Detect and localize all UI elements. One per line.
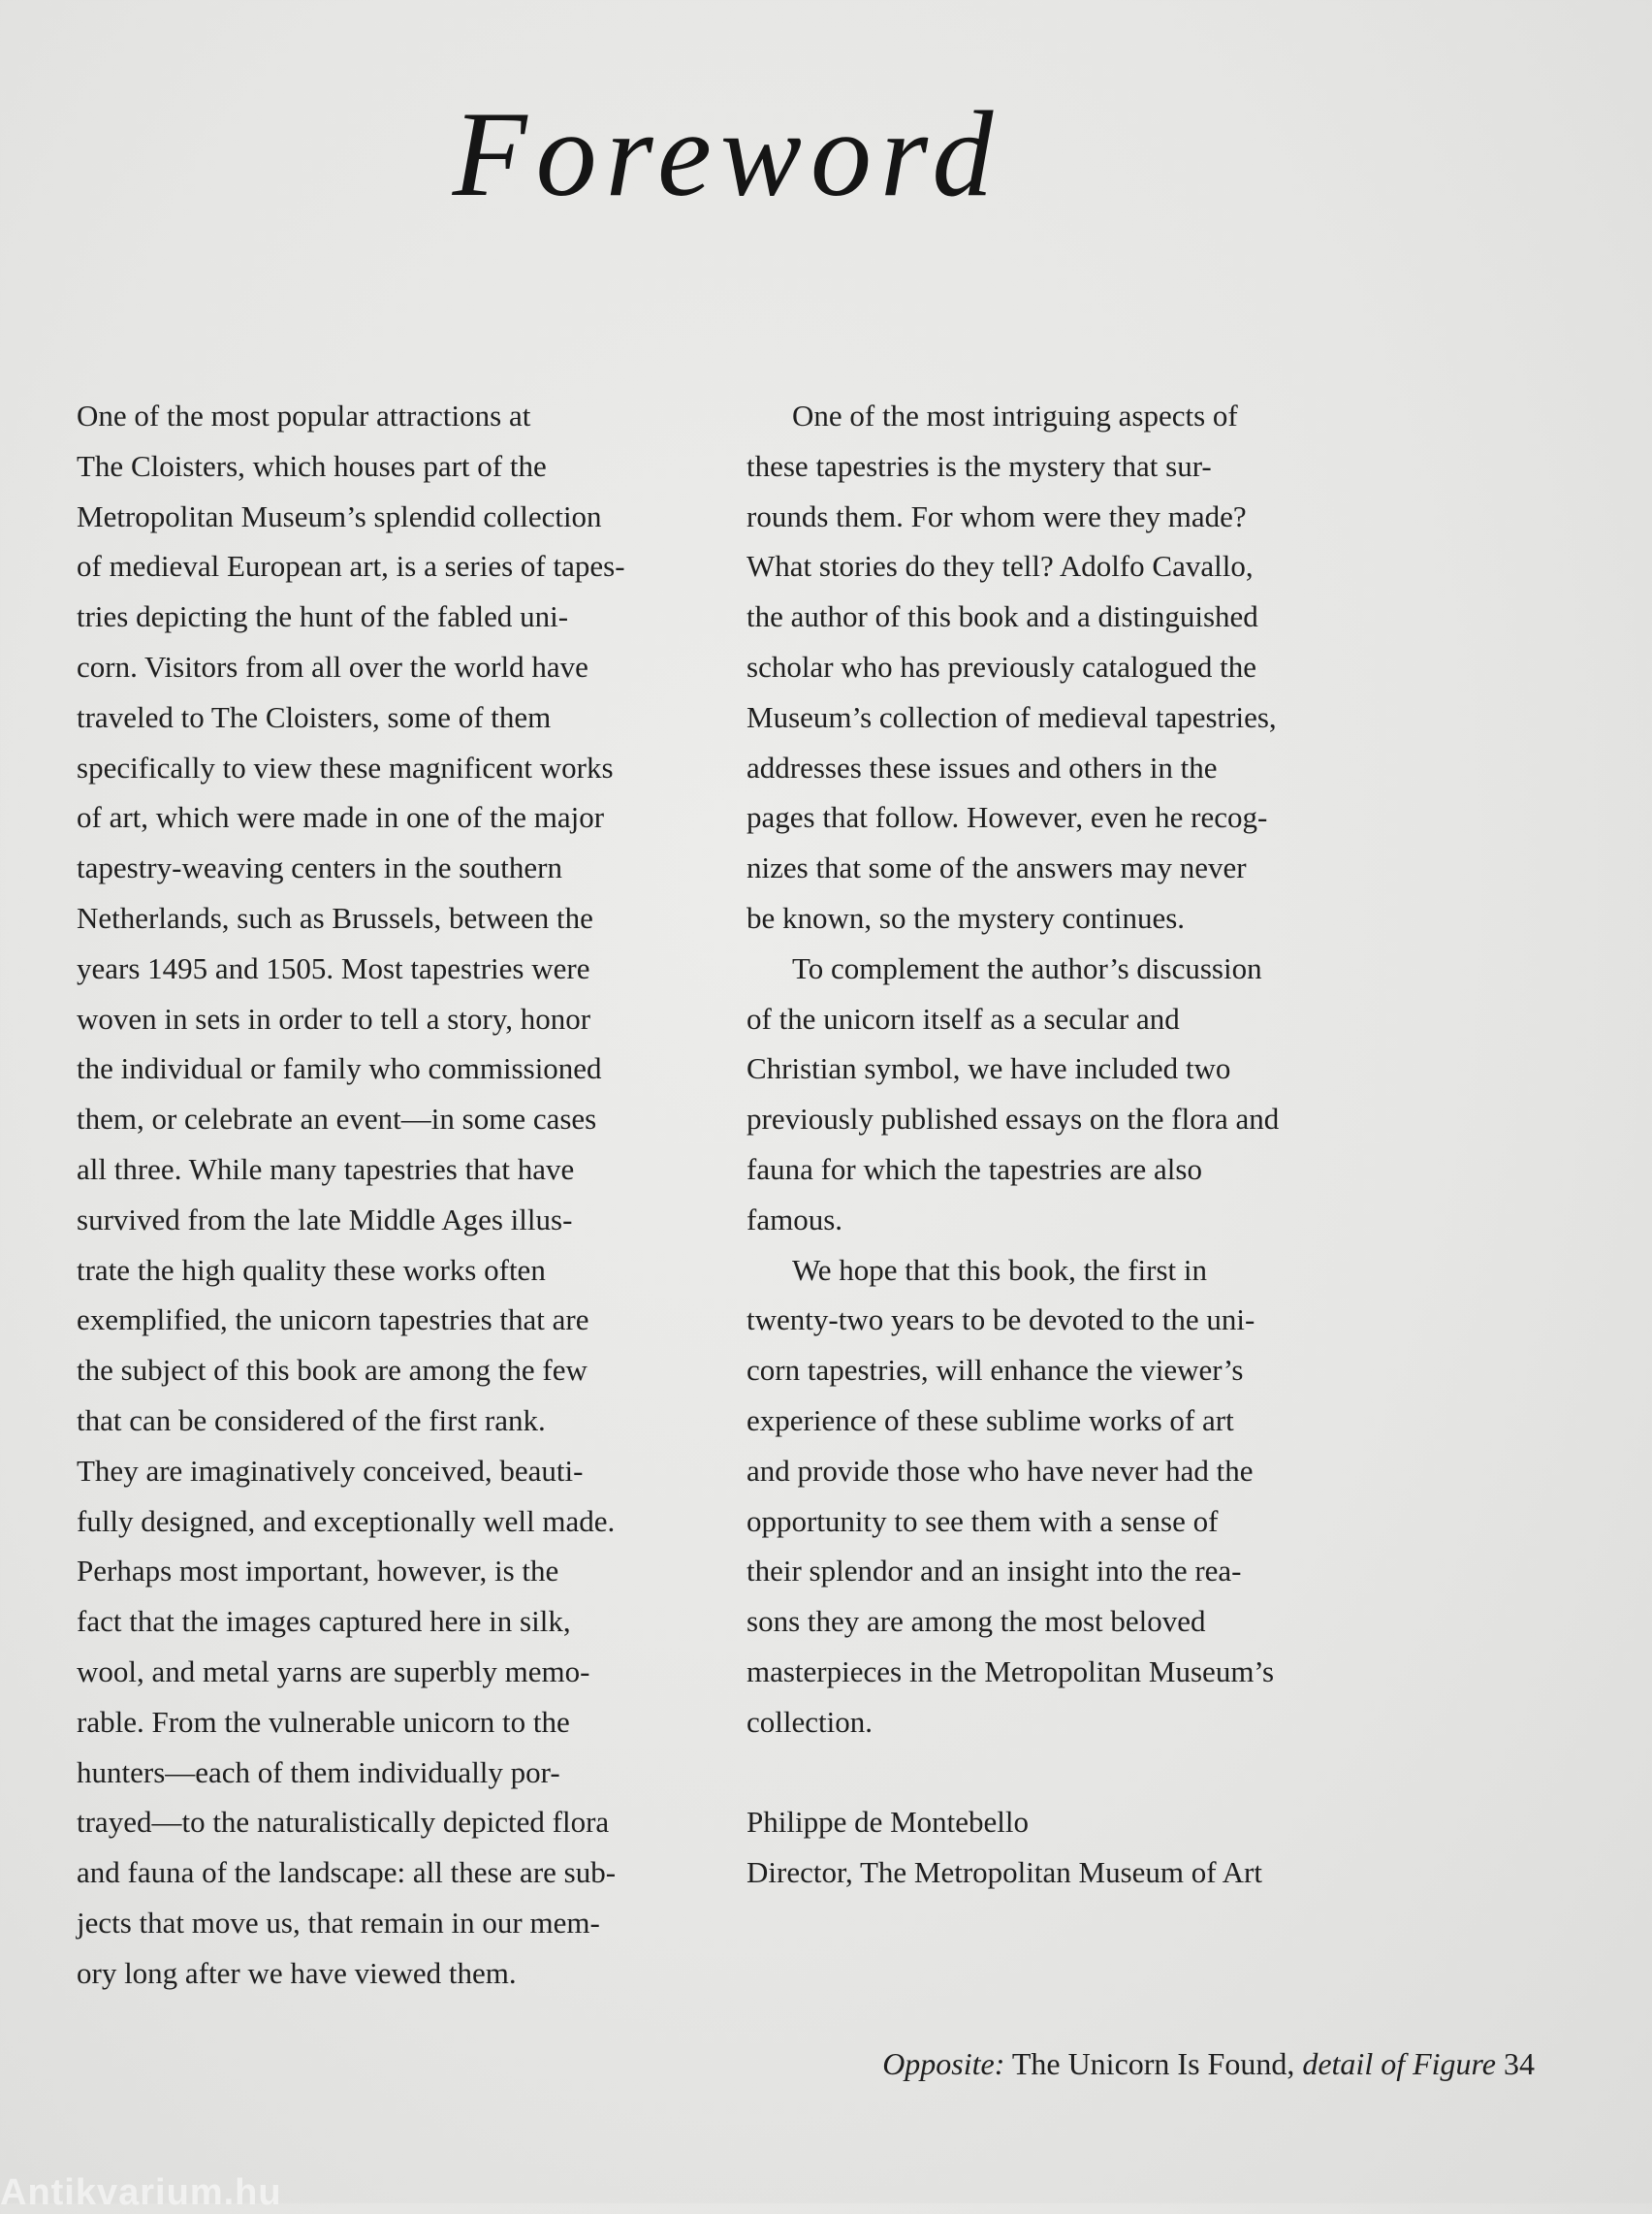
text-line: all three. While many tapestries that have — [77, 1151, 575, 1186]
paragraph — [747, 1245, 1406, 1748]
text-line: exemplified, the unicorn tapestries that are — [77, 1302, 589, 1337]
text-line: fully designed, and exceptionally well made. — [77, 1503, 616, 1538]
figure-caption — [882, 2046, 1535, 2082]
text-line: They are imaginatively conceived, beauti- — [77, 1453, 584, 1488]
left-column — [77, 391, 707, 1999]
paragraph — [747, 391, 1406, 944]
text-line: be known, so the mystery continues. — [747, 900, 1186, 935]
text-line: hunters—each of them individually por- — [77, 1754, 560, 1789]
text-line: masterpieces in the Metropolitan Museum’s — [747, 1653, 1275, 1688]
text-line: specifically to view these magnificent works — [77, 750, 614, 785]
text-line: experience of these sublime works of art — [747, 1402, 1234, 1437]
text-line: the author of this book and a distinguished — [747, 599, 1258, 634]
spacer — [747, 1748, 1406, 1798]
text-line: nizes that some of the answers may never — [747, 850, 1247, 885]
text-line: survived from the late Middle Ages illus- — [77, 1202, 573, 1236]
text-line: Metropolitan Museum’s splendid collection — [77, 498, 602, 533]
text-line: wool, and metal yarns are superbly memo- — [77, 1653, 590, 1688]
text-line: jects that move us, that remain in our mem- — [77, 1905, 600, 1940]
text-line: One of the most intriguing aspects of — [792, 399, 1238, 433]
text-line: previously published essays on the flora and — [747, 1102, 1280, 1137]
signature-block — [747, 1797, 1406, 1898]
text-line: years 1495 and 1505. Most tapestries were — [77, 950, 590, 985]
text-line: tries depicting the hunt of the fabled uni- — [77, 599, 569, 634]
text-line: and provide those who have never had the — [747, 1453, 1254, 1488]
text-line: that can be considered of the first rank. — [77, 1402, 546, 1437]
text-line: famous. — [747, 1202, 843, 1236]
caption-detail: detail of Figure — [1294, 2046, 1496, 2081]
text-line: opportunity to see them with a sense of — [747, 1503, 1219, 1538]
text-line: Christian symbol, we have included two — [747, 1051, 1231, 1086]
page-title: Foreword — [452, 87, 1002, 222]
text-line: ory long after we have viewed them. — [77, 1955, 517, 1990]
text-line: To complement the author’s discussion — [792, 950, 1262, 985]
text-line: them, or celebrate an event—in some cases — [77, 1102, 597, 1137]
text-line: corn. Visitors from all over the world have — [77, 649, 588, 684]
text-line: scholar who has previously catalogued the — [747, 649, 1256, 684]
text-line: One of the most popular attractions at — [77, 399, 531, 433]
text-line: traveled to The Cloisters, some of them — [77, 699, 552, 734]
text-line: Perhaps most important, however, is the — [77, 1554, 559, 1588]
right-column — [747, 391, 1406, 1898]
text-line: twenty-two years to be devoted to the uni- — [747, 1302, 1255, 1337]
text-line: tapestry-weaving centers in the southern — [77, 850, 562, 885]
text-line: trayed—to the naturalistically depicted flora — [77, 1805, 610, 1840]
caption-work-title: The Unicorn Is Found, — [1004, 2046, 1295, 2081]
text-line: What stories do they tell? Adolfo Cavallo, — [747, 549, 1254, 584]
text-line: addresses these issues and others in the — [747, 750, 1218, 785]
text-line: of art, which were made in one of the major — [77, 800, 605, 835]
text-line: collection. — [747, 1704, 873, 1739]
text-line: of the unicorn itself as a secular and — [747, 1001, 1180, 1036]
signature-name: Philippe de Montebello — [747, 1805, 1030, 1840]
text-line: the subject of this book are among the few — [77, 1353, 588, 1388]
text-line: woven in sets in order to tell a story, honor — [77, 1001, 591, 1036]
text-line: the individual or family who commissioned — [77, 1051, 602, 1086]
text-line: fact that the images captured here in silk, — [77, 1604, 571, 1639]
text-line: Netherlands, such as Brussels, between the — [77, 900, 593, 935]
text-line: corn tapestries, will enhance the viewer’s — [747, 1353, 1244, 1388]
watermark: Antikvarium.hu — [0, 2172, 282, 2213]
text-line: trate the high quality these works often — [77, 1252, 546, 1287]
text-line: and fauna of the landscape: all these are sub- — [77, 1855, 617, 1890]
paragraph — [747, 944, 1406, 1245]
text-line: Museum’s collection of medieval tapestries, — [747, 699, 1277, 734]
text-line: We hope that this book, the first in — [792, 1252, 1207, 1287]
text-line: their splendor and an insight into the rea- — [747, 1554, 1242, 1588]
text-line: fauna for which the tapestries are also — [747, 1151, 1202, 1186]
text-line: of medieval European art, is a series of tapes- — [77, 549, 625, 584]
text-line: these tapestries is the mystery that sur- — [747, 448, 1212, 483]
caption-prefix: Opposite: — [882, 2046, 1005, 2081]
text-line: The Cloisters, which houses part of the — [77, 448, 547, 483]
signature-position: Director, The Metropolitan Museum of Art — [747, 1855, 1262, 1890]
text-line: pages that follow. However, even he recog- — [747, 800, 1268, 835]
text-line: rable. From the vulnerable unicorn to the — [77, 1704, 570, 1739]
caption-figure-number: 34 — [1496, 2046, 1535, 2081]
text-line: rounds them. For whom were they made? — [747, 498, 1247, 533]
text-line: sons they are among the most beloved — [747, 1604, 1206, 1639]
